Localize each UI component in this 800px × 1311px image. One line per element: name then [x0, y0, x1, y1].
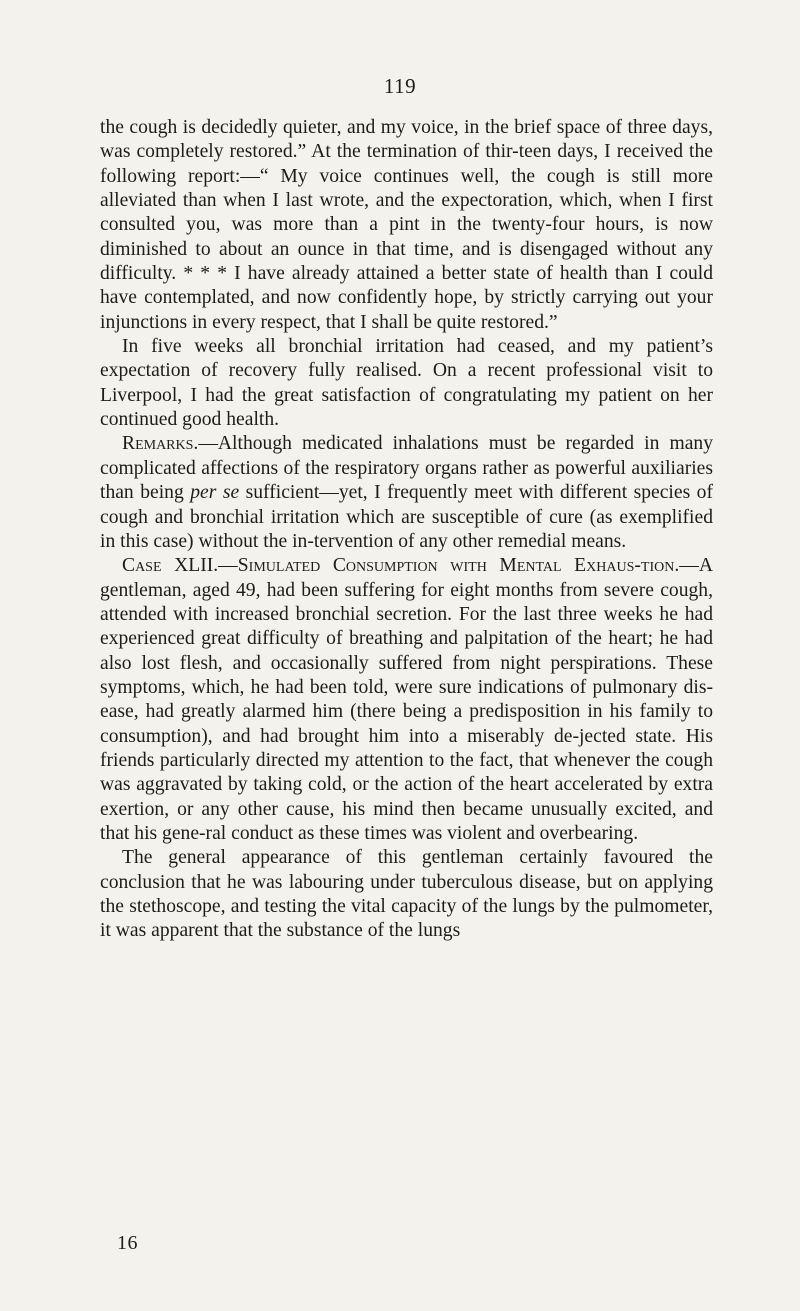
case-heading: Case XLII.—Simulated Consumption with Mental Exhaus-tion. — [122, 555, 680, 577]
paragraph-5: The general appearance of this gentleman certainly favoured the conclusion that he was labouring under tuberculous disease, but on applying the stethoscope, and testing the vital capacity of the lungs by the pulmometer, it was apparent that the substance of the lungs — [100, 847, 713, 942]
case-text: —A gentleman, aged 49, had been suffering for eight months from severe cough, attended with increased bronchial secretion. For the last three weeks he had experienced great difficulty of breathing and palpitation of the heart; he had also lost flesh, and occasionally suffered from night perspirations. These symptoms, which, he had been told, were sure indications of pulmonary dis-ease, had greatly alarmed him (there being a predisposition in his family to consumption), and had brought him into a miserably de-jected state. His friends particularly directed my attention to the fact, that whenever the cough was aggravated by taking cold, or the action of the heart accelerated by extra exertion, or any other cause, his mind then became unusually excited, and that his gene-ral conduct as these times was violent and overbearing. — [100, 555, 713, 844]
paragraph-case-xlii — [100, 554, 713, 846]
remarks-text-start: —Although medicated inhalations must be regarded in many complicated affections of the respiratory organs rather as powerful auxiliaries than being — [100, 433, 713, 504]
paragraph-2: In five weeks all bronchial irritation had ceased, and my patient’s expectation of recovery fully realised. On a recent professional visit to Liverpool, I had the great satisfaction of congratulating my patient on her continued good health. — [100, 336, 713, 431]
remarks-italic-phrase: per se — [190, 482, 240, 504]
remarks-text-end: sufficient—yet, I frequently meet with different species of cough and bronchial irritation which are susceptible of cure (as exemplified in this case) without the in-tervention of any other remedial means. — [100, 482, 714, 552]
remarks-heading: Remarks. — [122, 433, 199, 455]
paragraph-1: the cough is decidedly quieter, and my voice, in the brief space of three days, was completely restored.” At the termination of thir-teen days, I received the following report:—“ My voice continues well, the cough is still more alleviated than when I last wrote, and the expectoration, which, when I first consulted you, was more than a pint in the twenty-four hours, is now diminished to about an ounce in that time, and is disengaged without any difficulty. * * * I have already attained a better state of health than I could have contemplated, and now confidently hope, by strictly carrying out your injunctions in every respect, that I shall be quite restored.” — [100, 117, 713, 333]
signature-mark: 16 — [117, 1232, 138, 1254]
body-text — [100, 116, 713, 944]
paragraph-remarks — [100, 432, 713, 554]
page-number: 119 — [383, 74, 417, 98]
